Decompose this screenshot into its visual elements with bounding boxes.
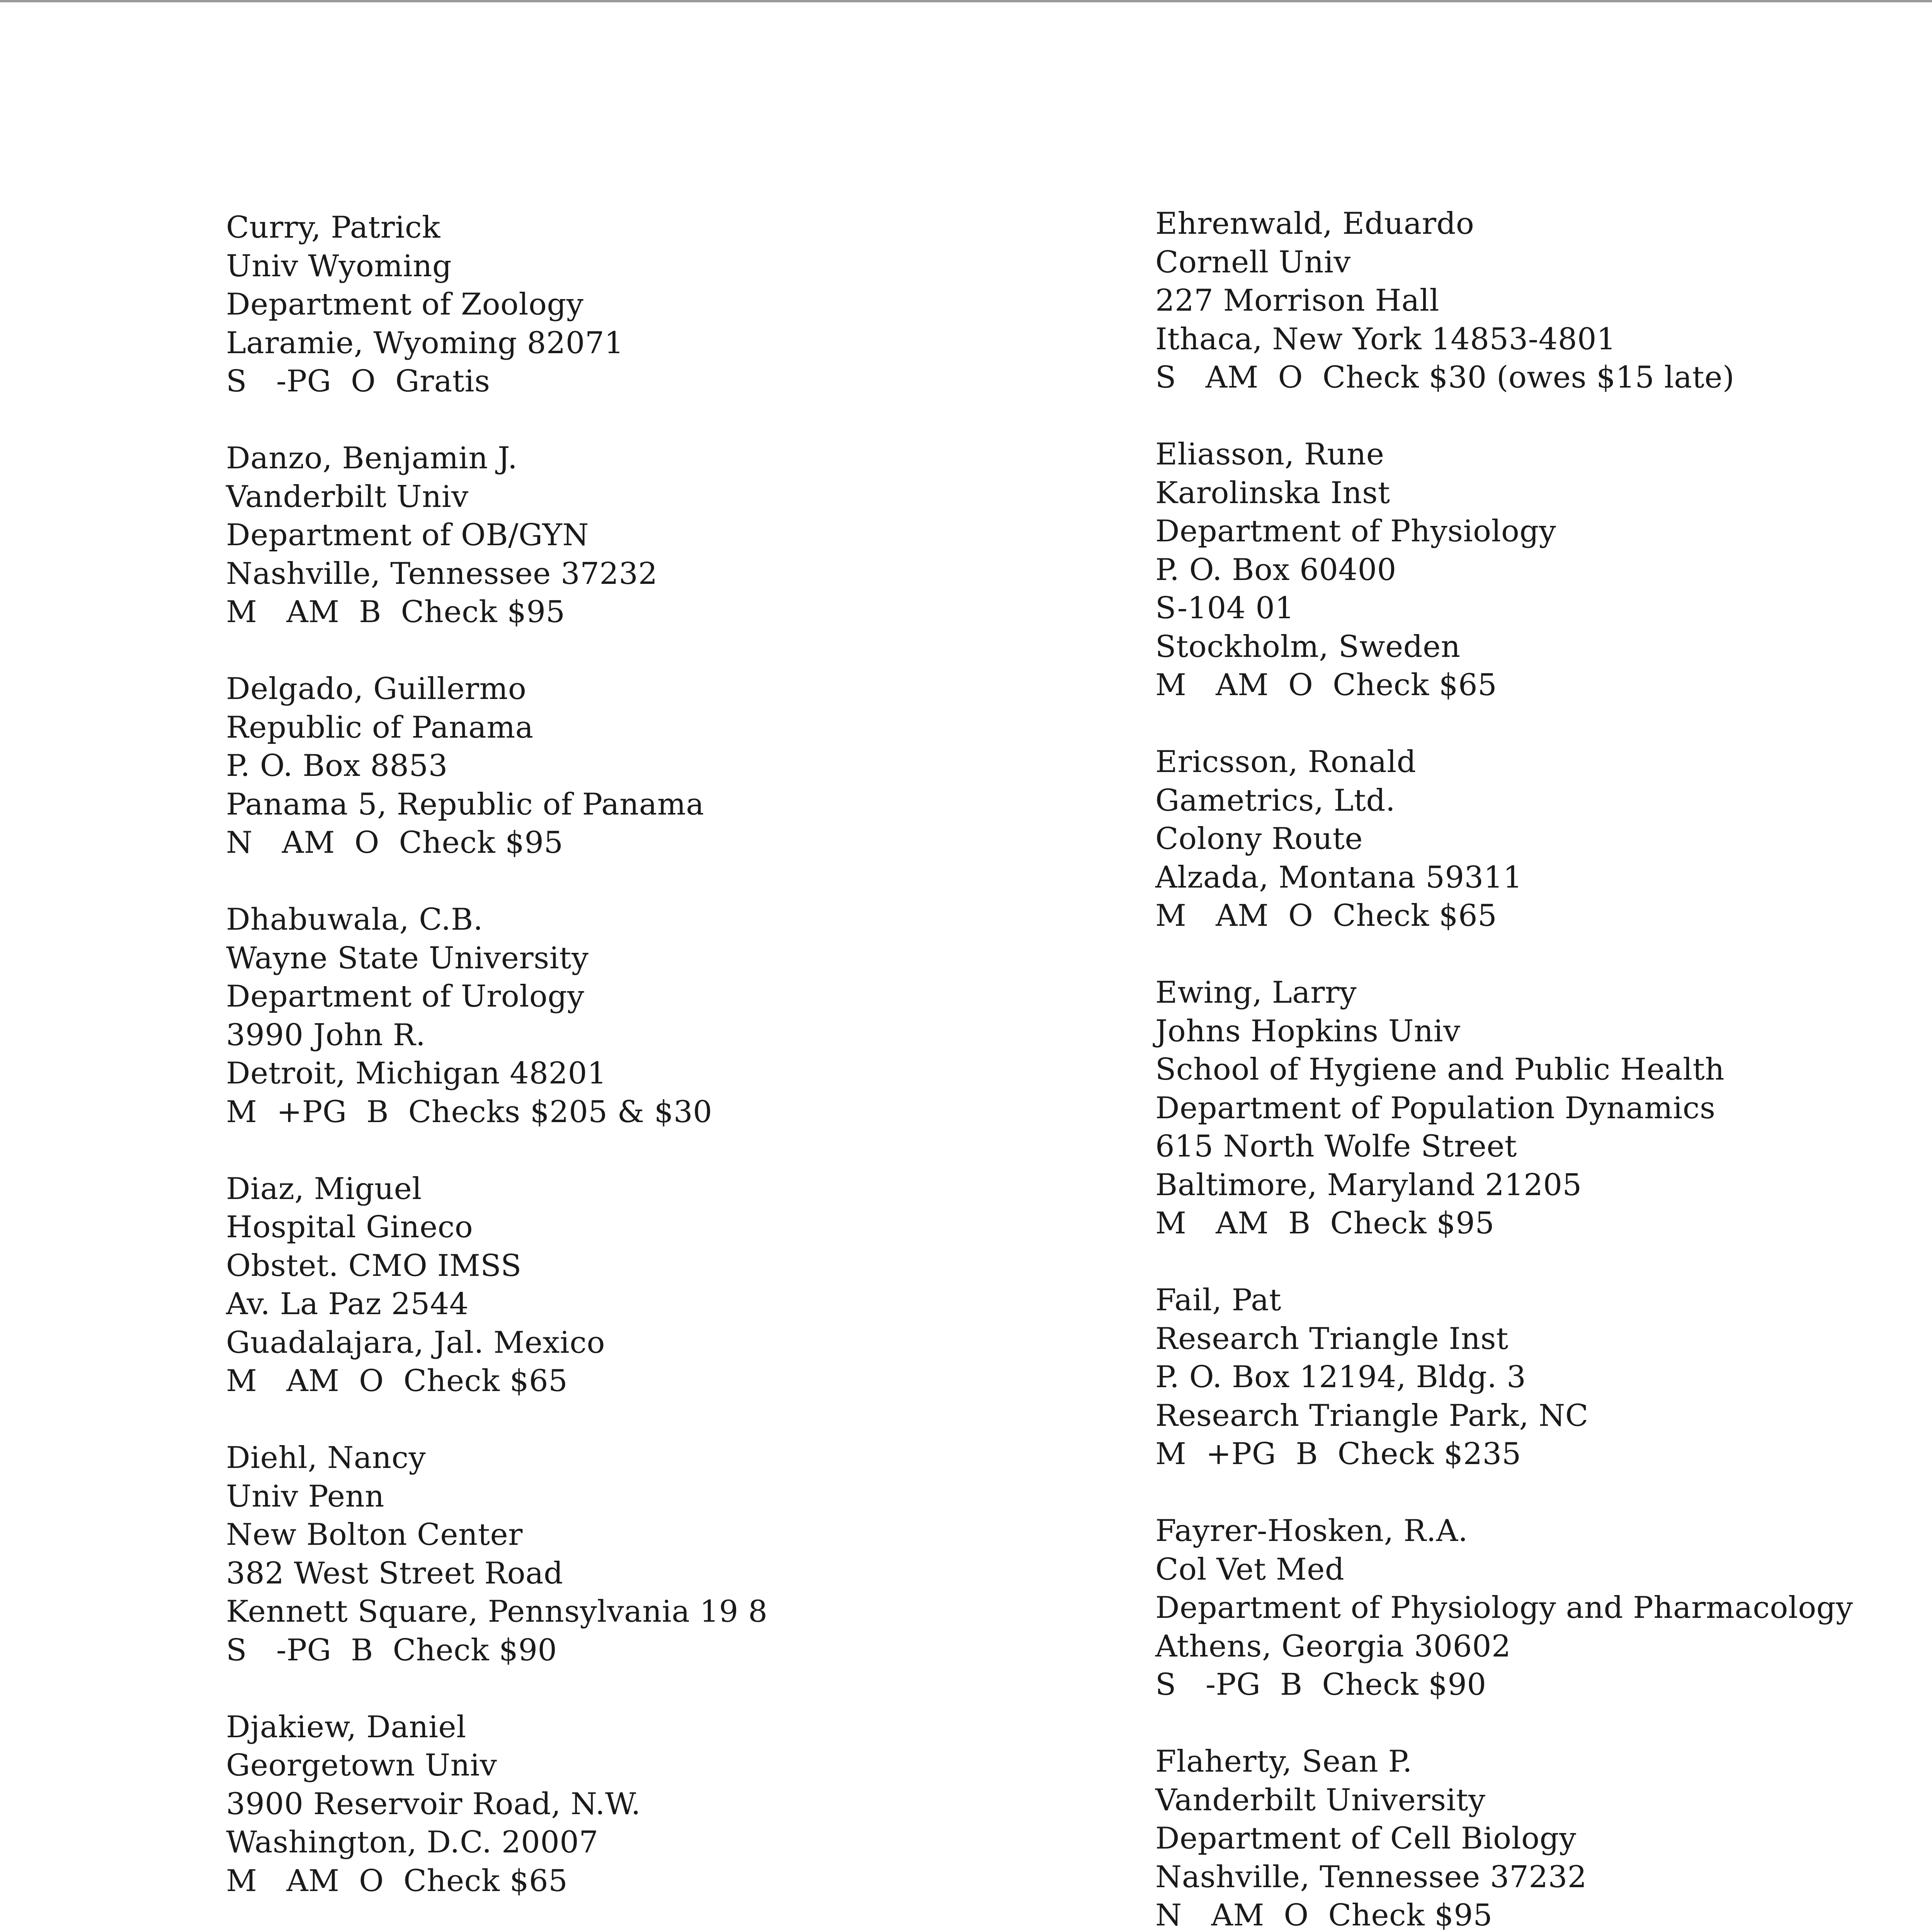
address-line: Col Vet Med xyxy=(1155,1552,1345,1587)
entry-spacer xyxy=(1155,397,1932,436)
membership-payment-line: M AM B Check $95 xyxy=(226,595,565,629)
member-name: Ericsson, Ronald xyxy=(1155,745,1416,779)
address-line: Ithaca, New York 14853-4801 xyxy=(1155,321,1616,357)
membership-payment-line: N AM O Check $95 xyxy=(226,825,563,860)
member-entry xyxy=(226,439,1173,670)
entry-spacer xyxy=(1155,935,1932,974)
address-line: Department of Urology xyxy=(226,979,585,1014)
address-line: 227 Morrison Hall xyxy=(1155,283,1439,318)
address-line: Baltimore, Maryland 21205 xyxy=(1155,1167,1582,1202)
address-line: Hospital Gineco xyxy=(226,1210,473,1245)
address-line: Georgetown Univ xyxy=(226,1748,497,1783)
address-line: Colony Route xyxy=(1155,821,1363,856)
entry-spacer xyxy=(1155,1704,1932,1743)
address-line: Panama 5, Republic of Panama xyxy=(226,787,704,822)
member-name: Dhabuwala, C.B. xyxy=(226,902,483,937)
address-line: Athens, Georgia 30602 xyxy=(1155,1629,1511,1664)
member-name: Danzo, Benjamin J. xyxy=(226,441,518,476)
address-line: Karolinska Inst xyxy=(1155,475,1390,510)
entry-spacer xyxy=(226,1900,1173,1932)
membership-payment-line: S AM O Check $30 (owes $15 late) xyxy=(1155,360,1735,395)
member-entry xyxy=(1155,435,1932,743)
member-entry xyxy=(1155,974,1932,1281)
member-name: Delgado, Guillermo xyxy=(226,672,527,706)
member-entry xyxy=(226,901,1173,1170)
address-line: Department of Physiology and Pharmacology xyxy=(1155,1590,1853,1625)
address-line: Stockholm, Sweden xyxy=(1155,629,1461,664)
address-line: P. O. Box 60400 xyxy=(1155,552,1396,587)
entry-spacer xyxy=(226,401,1173,440)
address-line: Vanderbilt Univ xyxy=(226,479,469,514)
entry-spacer xyxy=(226,1401,1173,1439)
address-line: Kennett Square, Pennsylvania 19 8 xyxy=(226,1594,768,1629)
membership-payment-line: M +PG B Checks $205 & $30 xyxy=(226,1094,713,1129)
membership-payment-line: N AM O Check $95 xyxy=(1155,1898,1493,1932)
member-entry xyxy=(226,1708,1173,1932)
membership-payment-line: S -PG O Gratis xyxy=(226,364,490,399)
member-entry xyxy=(1155,205,1932,435)
address-line: Guadalajara, Jal. Mexico xyxy=(226,1325,605,1360)
address-line: Detroit, Michigan 48201 xyxy=(226,1056,607,1091)
address-line: Nashville, Tennessee 37232 xyxy=(226,556,658,591)
address-line: Av. La Paz 2544 xyxy=(226,1287,469,1321)
address-line: Gametrics, Ltd. xyxy=(1155,783,1396,818)
address-line: Department of Population Dynamics xyxy=(1155,1090,1716,1126)
member-entry xyxy=(226,1170,1173,1439)
address-line: Washington, D.C. 20007 xyxy=(226,1825,599,1860)
address-line: School of Hygiene and Public Health xyxy=(1155,1052,1725,1087)
member-name: Ehrenwald, Eduardo xyxy=(1155,206,1475,241)
entry-spacer xyxy=(1155,705,1932,743)
member-name: Djakiew, Daniel xyxy=(226,1709,466,1745)
address-line: Cornell Univ xyxy=(1155,245,1351,280)
address-line: Nashville, Tennessee 37232 xyxy=(1155,1859,1587,1895)
address-line: Laramie, Wyoming 82071 xyxy=(226,325,624,361)
membership-payment-line: M AM O Check $65 xyxy=(1155,898,1497,933)
address-line: 3900 Reservoir Road, N.W. xyxy=(226,1786,641,1821)
address-line: Johns Hopkins Univ xyxy=(1155,1014,1461,1049)
member-entry xyxy=(226,209,1173,439)
address-line: Department of Physiology xyxy=(1155,514,1556,549)
entry-spacer xyxy=(226,1131,1173,1170)
address-line: P. O. Box 12194, Bldg. 3 xyxy=(1155,1360,1526,1395)
membership-payment-line: M AM B Check $95 xyxy=(1155,1206,1495,1241)
member-name: Curry, Patrick xyxy=(226,210,440,245)
entry-spacer xyxy=(226,862,1173,901)
top-border-line xyxy=(0,0,1932,2)
membership-payment-line: M AM O Check $65 xyxy=(226,1863,568,1898)
member-name: Diaz, Miguel xyxy=(226,1171,422,1206)
entry-spacer xyxy=(226,1670,1173,1708)
member-name: Fayrer-Hosken, R.A. xyxy=(1155,1514,1468,1548)
address-line: S-104 01 xyxy=(1155,591,1294,626)
address-line: Department of Cell Biology xyxy=(1155,1821,1577,1856)
member-name: Ewing, Larry xyxy=(1155,975,1357,1010)
address-line: Republic of Panama xyxy=(226,710,534,745)
left-column xyxy=(226,209,1173,1932)
entry-spacer xyxy=(226,632,1173,670)
member-list-right xyxy=(1155,205,1932,1932)
address-line: Wayne State University xyxy=(226,940,589,976)
member-name: Diehl, Nancy xyxy=(226,1440,426,1475)
address-line: 382 West Street Road xyxy=(226,1556,563,1591)
address-line: Research Triangle Park, NC xyxy=(1155,1398,1588,1433)
membership-payment-line: M +PG B Check $235 xyxy=(1155,1437,1521,1471)
address-line: Vanderbilt University xyxy=(1155,1782,1486,1818)
membership-payment-line: S -PG B Check $90 xyxy=(226,1633,557,1668)
address-line: Univ Penn xyxy=(226,1479,384,1514)
member-entry xyxy=(1155,1512,1932,1743)
address-line: Alzada, Montana 59311 xyxy=(1155,860,1522,895)
member-entry xyxy=(1155,743,1932,974)
address-line: Obstet. CMO IMSS xyxy=(226,1248,522,1283)
member-entry xyxy=(226,670,1173,901)
member-entry xyxy=(1155,1281,1932,1512)
membership-payment-line: S -PG B Check $90 xyxy=(1155,1667,1486,1702)
member-name: Flaherty, Sean P. xyxy=(1155,1744,1412,1779)
address-line: 615 North Wolfe Street xyxy=(1155,1129,1517,1164)
member-name: Fail, Pat xyxy=(1155,1283,1282,1318)
membership-payment-line: M AM O Check $65 xyxy=(226,1364,568,1398)
address-line: P. O. Box 8853 xyxy=(226,748,448,783)
member-name: Eliasson, Rune xyxy=(1155,437,1384,472)
address-line: Univ Wyoming xyxy=(226,248,452,284)
right-column xyxy=(1155,205,1932,1932)
entry-spacer xyxy=(1155,1474,1932,1512)
member-list-left xyxy=(226,209,1173,1932)
member-entry xyxy=(226,1439,1173,1708)
address-line: Research Triangle Inst xyxy=(1155,1321,1509,1356)
entry-spacer xyxy=(1155,1243,1932,1282)
address-line: New Bolton Center xyxy=(226,1517,523,1552)
member-entry xyxy=(1155,1743,1932,1932)
address-line: Department of Zoology xyxy=(226,287,584,322)
membership-payment-line: M AM O Check $65 xyxy=(1155,668,1497,702)
address-line: 3990 John R. xyxy=(226,1017,426,1053)
address-line: Department of OB/GYN xyxy=(226,518,589,553)
